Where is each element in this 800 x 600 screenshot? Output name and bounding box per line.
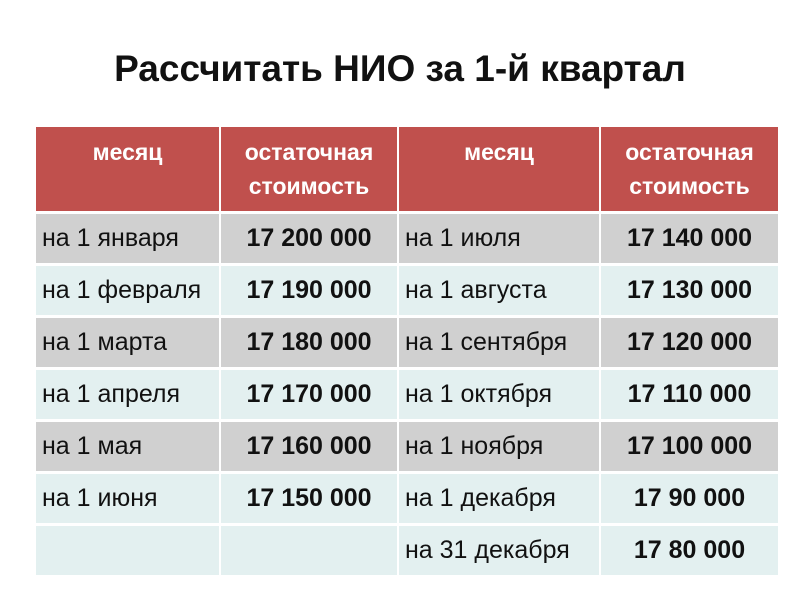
table-header-row — [36, 127, 778, 213]
value-cell — [220, 525, 398, 577]
table-row — [36, 421, 778, 473]
table-row — [36, 473, 778, 525]
month-cell: на 1 мая — [36, 421, 220, 473]
table-row — [36, 317, 778, 369]
value-cell: 17 170 000 — [220, 369, 398, 421]
month-cell: на 1 июня — [36, 473, 220, 525]
month-cell: на 1 ноября — [398, 421, 600, 473]
table-row — [36, 213, 778, 265]
month-cell: на 1 февраля — [36, 265, 220, 317]
header-residual-value-1: остаточная стоимость — [220, 127, 398, 213]
header-residual-value-2: остаточная стоимость — [600, 127, 778, 213]
value-cell: 17 110 000 — [600, 369, 778, 421]
header-month-2: месяц — [398, 127, 600, 213]
value-cell: 17 160 000 — [220, 421, 398, 473]
value-cell: 17 140 000 — [600, 213, 778, 265]
value-cell: 17 200 000 — [220, 213, 398, 265]
month-cell: на 31 декабря — [398, 525, 600, 577]
table-row — [36, 525, 778, 577]
residual-value-table — [36, 127, 778, 578]
header-month-1: месяц — [36, 127, 220, 213]
month-cell: на 1 июля — [398, 213, 600, 265]
month-cell: на 1 декабря — [398, 473, 600, 525]
value-cell: 17 130 000 — [600, 265, 778, 317]
table-row — [36, 369, 778, 421]
value-cell: 17 150 000 — [220, 473, 398, 525]
value-cell: 17 120 000 — [600, 317, 778, 369]
value-cell: 17 90 000 — [600, 473, 778, 525]
table-row — [36, 265, 778, 317]
month-cell: на 1 августа — [398, 265, 600, 317]
month-cell: на 1 апреля — [36, 369, 220, 421]
month-cell: на 1 октября — [398, 369, 600, 421]
month-cell: на 1 января — [36, 213, 220, 265]
month-cell: на 1 сентября — [398, 317, 600, 369]
month-cell: на 1 марта — [36, 317, 220, 369]
page-title: Рассчитать НИО за 1-й квартал — [114, 48, 686, 89]
value-cell: 17 180 000 — [220, 317, 398, 369]
value-cell: 17 100 000 — [600, 421, 778, 473]
value-cell: 17 190 000 — [220, 265, 398, 317]
month-cell — [36, 525, 220, 577]
value-cell: 17 80 000 — [600, 525, 778, 577]
